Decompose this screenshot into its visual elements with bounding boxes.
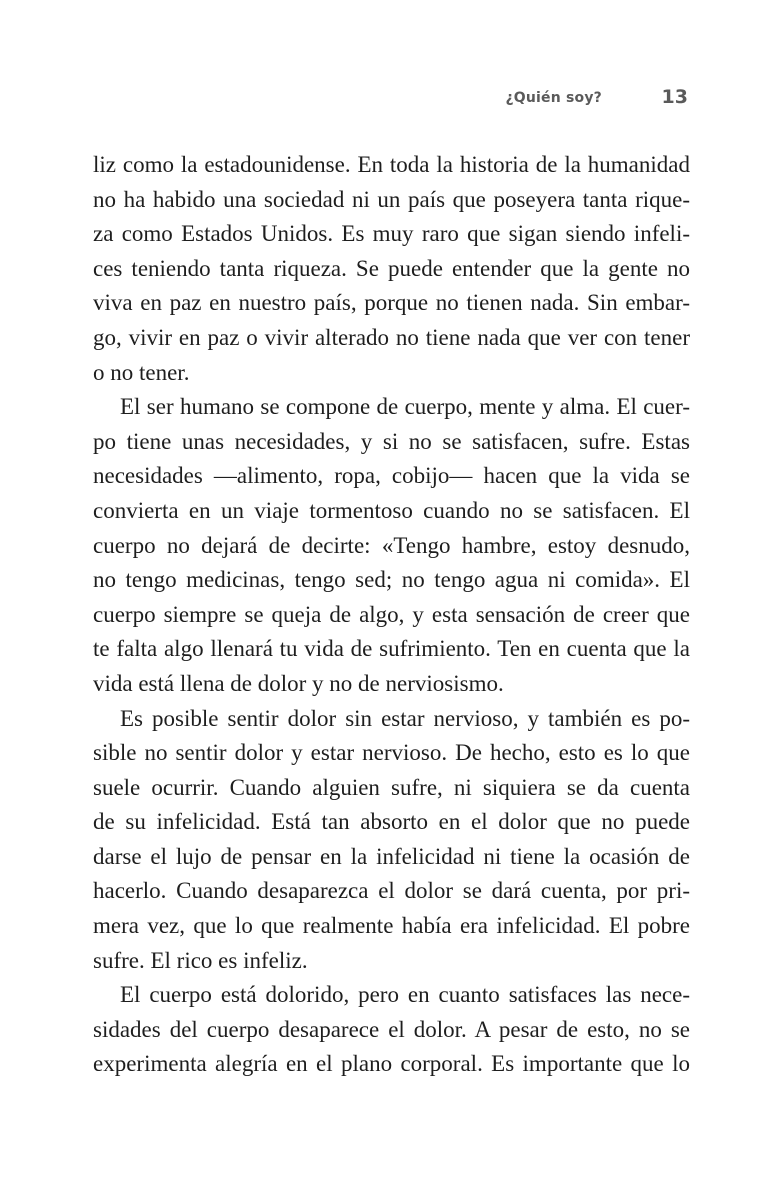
paragraph-2 — [93, 390, 690, 701]
text-line: ces teniendo tanta riqueza. Se puede entender que la gente no — [93, 255, 690, 281]
text-line: cuerpo no dejará de decirte: «Tengo hambre, estoy desnudo, — [93, 532, 690, 558]
paragraph-3 — [93, 702, 690, 979]
text-line: cuerpo siempre se queja de algo, y esta sensación de creer que — [93, 601, 690, 627]
text-line: liz como la estadounidense. En toda la historia de la humanidad — [93, 152, 690, 177]
page-number: 13 — [661, 86, 688, 108]
running-title: ¿Quién soy? — [505, 90, 602, 106]
text-line: viva en paz en nuestro país, porque no tienen nada. Sin embar- — [93, 290, 690, 316]
text-line: o no tener. — [93, 359, 190, 385]
text-line: sidades del cuerpo desaparece el dolor. A pesar de esto, no se — [93, 1016, 690, 1042]
text-line: no ha habido una sociedad ni un país que poseyera tanta rique- — [93, 186, 690, 212]
paragraph-4 — [93, 978, 690, 1082]
text-line: za como Estados Unidos. Es muy raro que sigan siendo infeli- — [93, 221, 690, 247]
text-line: de su infelicidad. Está tan absorto en el dolor que no puede — [93, 809, 690, 835]
paragraph-1 — [93, 148, 690, 390]
running-header — [93, 86, 690, 114]
text-line: necesidades —alimento, ropa, cobijo— hacen que la vida se — [93, 463, 690, 489]
text-line: suele ocurrir. Cuando alguien sufre, ni siquiera se da cuenta — [93, 774, 690, 800]
text-line: vida está llena de dolor y no de nerviosismo. — [93, 670, 504, 696]
text-line: hacerlo. Cuando desaparezca el dolor se dará cuenta, por pri- — [93, 878, 690, 904]
text-line: no tengo medicinas, tengo sed; no tengo agua ni comida». El — [93, 567, 690, 593]
body-text — [93, 148, 690, 1082]
text-line: El ser humano se compone de cuerpo, mente y alma. El cuer- — [120, 394, 690, 420]
text-line: sufre. El rico es infeliz. — [93, 947, 308, 973]
text-line: convierta en un viaje tormentoso cuando no se satisfacen. El — [93, 497, 690, 523]
text-line: experimenta alegría en el plano corporal. Es importante que lo — [93, 1051, 690, 1077]
text-line: te falta algo llenará tu vida de sufrimiento. Ten en cuenta que la — [93, 636, 690, 662]
text-line: Es posible sentir dolor sin estar nervioso, y también es po- — [120, 705, 690, 731]
text-line: El cuerpo está dolorido, pero en cuanto satisfaces las nece- — [120, 982, 690, 1008]
text-line: darse el lujo de pensar en la infelicidad ni tiene la ocasión de — [93, 843, 690, 869]
text-line: mera vez, que lo que realmente había era infelicidad. El pobre — [93, 913, 690, 939]
text-line: po tiene unas necesidades, y si no se satisfacen, sufre. Estas — [93, 428, 690, 454]
text-line: go, vivir en paz o vivir alterado no tiene nada que ver con tener — [93, 324, 690, 350]
text-line: sible no sentir dolor y estar nervioso. De hecho, esto es lo que — [93, 740, 690, 766]
